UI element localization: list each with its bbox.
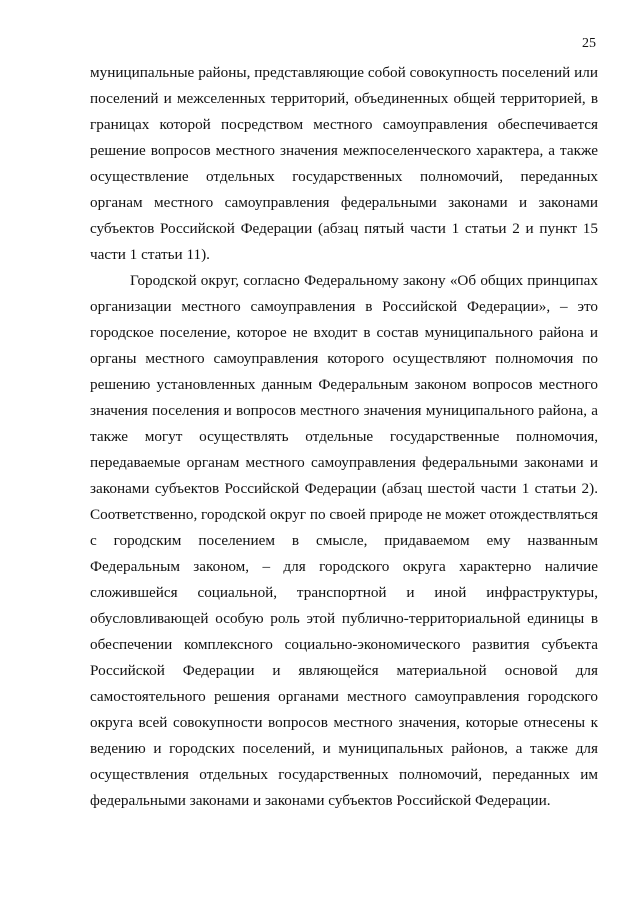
page-number: 25 bbox=[582, 36, 596, 51]
body-text bbox=[90, 60, 598, 814]
paragraph-continuation: муниципальные районы, представляющие собой совокупность поселений или поселений и межселенных территорий, объединенных общей территорией, в границах которой посредством местного самоуправления обеспечивается решение вопросов местного значения межпоселенческого характера, а также осуществление отдельных государственных полномочий, переданных органам местного самоуправления федеральными законами и законами субъектов Российской Федерации (абзац пятый части 1 статьи 2 и пункт 15 части 1 статьи 11). bbox=[90, 64, 598, 263]
paragraph-city-district: Городской округ, согласно Федеральному закону «Об общих принципах организации местного самоуправления в Российской Федерации», – это городское поселение, которое не входит в состав муниципального района и органы местного самоуправления которого осуществляют полномочия по решению установленных данным Федеральным законом вопросов местного значения поселения и вопросов местного значения муниципального района, а также могут осуществлять отдельные государственные полномочия, передаваемые органам местного самоуправления федеральными законами и законами субъектов Российской Федерации (абзац шестой части 1 статьи 2). Соответственно, городской округ по своей природе не может отождествляться с городским поселением в смысле, придаваемом ему названным Федеральным законом, – для городского округа характерно наличие сложившейся социальной, транспортной и иной инфраструктуры, обусловливающей особую роль этой публично-территориальной единицы в обеспечении комплексного социально-экономического развития субъекта Российской Федерации и являющейся материальной основой для самостоятельного решения органами местного самоуправления городского округа всей совокупности вопросов местного значения, которые отнесены к ведению и городских поселений, и муниципальных районов, а также для осуществления отдельных государственных полномочий, переданных им федеральными законами и законами субъектов Российской Федерации. bbox=[90, 272, 598, 809]
